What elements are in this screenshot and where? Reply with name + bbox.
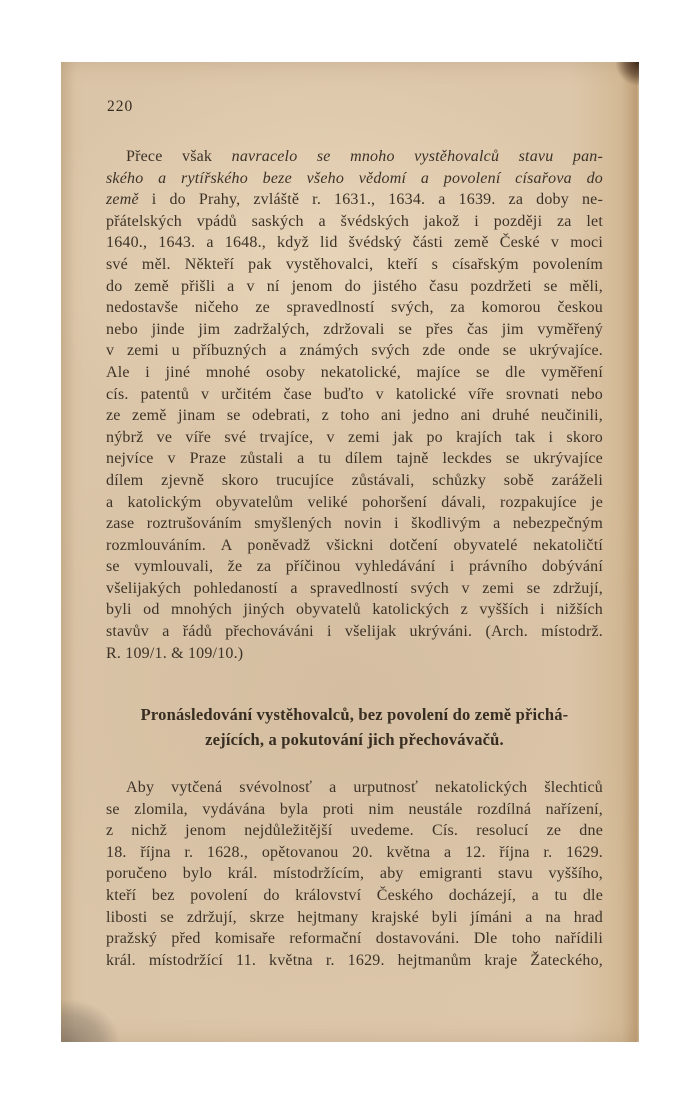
text-line: cís. patentů v určitém čase buďto v katolické víře srovnati nebo xyxy=(106,385,603,403)
text-line: své měl. Někteří pak vystěhovalci, kteří s císařským povolením xyxy=(106,255,603,273)
text-line: z nichž jenom nejdůležitější uvedeme. Cís. resolucí ze dne xyxy=(106,822,603,840)
text-line: R. 109/1. & 109/10.) xyxy=(106,644,244,662)
paragraph-2 xyxy=(106,777,603,971)
book-page xyxy=(61,62,639,1042)
text-line: a katolickým obyvatelům veliké pohoršení dávali, rozpakujíce je xyxy=(106,493,603,511)
text-line: stavův a řádů přechováváni i všelijak ukrýváni. (Arch. místodrž. xyxy=(106,623,603,641)
paragraph-1 xyxy=(106,146,603,664)
text-line: nejvíce v Praze zůstali a tu dílem tajně leckdes se ukrývajíce xyxy=(106,450,603,468)
text-line: rozmlouváním. A poněvadž všickni dotčení obyvatelé nekatoličtí xyxy=(106,536,603,554)
text-line: Přece však navracelo se mnoho vystěhovalců stavu pan- xyxy=(126,148,603,165)
text-line: 18. října r. 1628., opětovanou 20. května a 12. října r. 1629. xyxy=(106,843,603,861)
text-line: přátelských vpádů saských a švédských jakož i později za let xyxy=(106,212,603,230)
section-heading-line-2: zejících, a pokutování jich přechovávačů. xyxy=(205,730,504,749)
page-corner-stain xyxy=(613,62,639,86)
text-line: Aby vytčená svévolnosť a urputnosť nekatolických šlechticů xyxy=(126,779,603,796)
text-line: zase roztrušováním smyšlených novin i škodlivým a nebezpečným xyxy=(106,515,603,533)
page-number: 220 xyxy=(107,98,134,115)
text-line: nebo jinde jim zadržalých, zdržovali se přes čas jim vyměřený xyxy=(106,320,603,338)
text-line: všelijakých pohledaností a spravedlností svých v zemi se zdržují, xyxy=(106,579,603,597)
text-line: byli od mnohých jiných obyvatelů katolických z vyšších i nižších xyxy=(106,601,603,619)
text-line: pražský před komisaře reformační dostavováni. Dle toho nařídili xyxy=(106,930,603,948)
text-line: nedostavše ničeho ze spravedlností svých, za komorou českou xyxy=(106,299,603,317)
text-line: se vymlouvali, že za příčinou vyhledávání i právního dobývání xyxy=(106,558,603,576)
section-heading-line-1: Pronásledování vystěhovalců, bez povolení do země přichá- xyxy=(140,705,569,724)
text-line: král. místodržící 11. května r. 1629. hejtmanům kraje Žateckého, xyxy=(106,951,603,969)
text-line: ského a rytířského beze všeho vědomí a povolení císařova do xyxy=(106,169,603,187)
section-heading xyxy=(91,702,618,752)
text-line: kteří bez povolení do království Českého docházejí, a tu dle xyxy=(106,886,603,904)
text-line: do země přišli a v ní jenom do jistého času pozdržeti se měli, xyxy=(106,277,603,295)
page-corner-shadow xyxy=(61,982,139,1042)
text-line: poručeno bylo král. místodržícím, aby emigranti stavu vyššího, xyxy=(106,865,603,883)
text-line: v zemi u příbuzných a známých svých zde onde se ukrývajíce. xyxy=(106,342,603,360)
text-line: Ale i jiné mnohé osoby nekatolické, majíce se dle vyměření xyxy=(106,363,603,381)
text-line: nýbrž ve víře své trvajíce, v zemi jak po krajích tak i skoro xyxy=(106,428,603,446)
text-line: země i do Prahy, zvláště r. 1631., 1634. a 1639. za doby ne- xyxy=(106,191,603,209)
text-line: dílem zjevně skoro trucujíce zůstávali, schůzky sobě zaráželi xyxy=(106,471,603,489)
text-line: libosti se zdržují, skrze hejtmany krajské byli jímáni a na hrad xyxy=(106,908,603,926)
text-line: ze země jinam se odebrati, z toho ani jedno ani druhé neučinili, xyxy=(106,407,603,425)
text-line: se zlomila, vydávána byla proti nim neustále rozdílná nařízení, xyxy=(106,800,603,818)
text-line: 1640., 1643. a 1648., když lid švédský části země České v moci xyxy=(106,234,603,252)
